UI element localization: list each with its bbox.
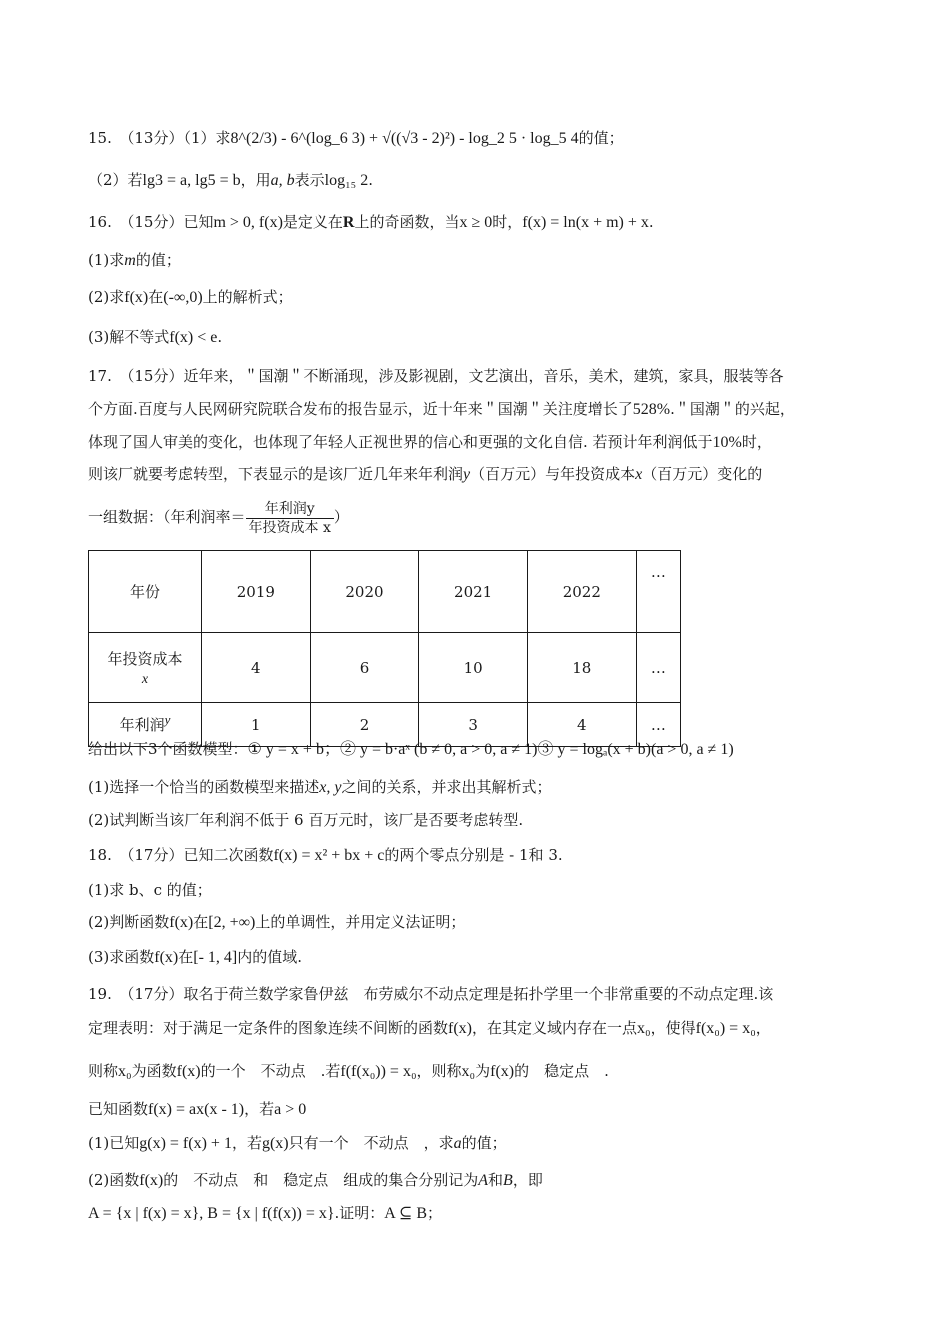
q17-data-table xyxy=(88,550,681,747)
q17-l5a: 一组数据：（年利润率＝ xyxy=(88,508,246,526)
q19-l4b: ，若 xyxy=(244,1100,275,1118)
q19-part1 xyxy=(88,1133,507,1154)
table-cell: 18 xyxy=(527,633,636,703)
q17-part1 xyxy=(88,777,551,798)
table-cell: 4 xyxy=(527,703,636,747)
q17-part2: (2)试判断当该厂年利润不低于 6 百万元时，该厂是否要考虑转型. xyxy=(88,811,524,829)
q19-p1-a: a xyxy=(453,1135,462,1152)
table-cell: 4 xyxy=(202,633,311,703)
q17-model-1: ① y = x + b xyxy=(247,741,324,758)
q16-p2-interval: (-∞,0) xyxy=(163,289,203,306)
q18-part2 xyxy=(88,912,465,933)
q15-p2-end: . xyxy=(368,171,374,189)
q19-l2d: ， xyxy=(755,1019,771,1037)
q19-line4 xyxy=(88,1099,306,1120)
q15-p2-condition: lg3 = a, lg5 = b xyxy=(142,172,241,189)
q15-p2-target: log₁₅ 2 xyxy=(324,172,369,189)
q19-l2a: 定理表明：对于满足一定条件的图象连续不间断的函数 xyxy=(88,1019,449,1037)
q19-p2a: (2)函数 xyxy=(88,1171,140,1189)
q19-set-definitions: A = {x | f(x) = x}, B = {x | f(f(x)) = x} xyxy=(88,1205,335,1222)
q19-l2-eq: f(x₀) = x₀ xyxy=(695,1020,756,1037)
q16-line1 xyxy=(88,212,654,233)
q16-end: . xyxy=(648,213,654,231)
q18-head: 18. （17分）已知二次函数 xyxy=(88,846,274,864)
q19-line3 xyxy=(88,1061,609,1082)
q19-l3-f: f(x) xyxy=(176,1063,201,1080)
table-cell: … xyxy=(636,551,680,633)
q19-l3b: 为函数 xyxy=(131,1062,177,1080)
q16-head: 16. （15分）已知 xyxy=(88,213,214,231)
q17-p1a: (1)选择一个恰当的函数模型来描述 xyxy=(88,778,320,796)
q19-p1d: 的值； xyxy=(461,1134,507,1152)
q16-p2b: 在 xyxy=(148,288,164,306)
q19-line2 xyxy=(88,1018,771,1039)
q16-mid3: 时， xyxy=(492,213,523,231)
table-row-year xyxy=(89,551,681,633)
q19-l3e: 为 xyxy=(475,1062,491,1080)
q18-p3a: (3)求函数 xyxy=(88,948,155,966)
q17-percent-10: 10% xyxy=(712,434,742,451)
q15-p2-head: （2）若 xyxy=(88,171,143,189)
q19-l3a: 则称 xyxy=(88,1062,119,1080)
q16-reals: R xyxy=(342,214,355,231)
q17-var-x: x xyxy=(635,466,643,483)
table-cell: 2019 xyxy=(202,551,311,633)
q17-p1-vars: x, y xyxy=(319,779,342,796)
q17-line3 xyxy=(88,432,772,453)
q19-l4-cond: a > 0 xyxy=(274,1101,307,1118)
table-cell: 6 xyxy=(310,633,419,703)
q17-models xyxy=(88,739,734,760)
table-cell xyxy=(89,633,202,703)
table-cell: 1 xyxy=(202,703,311,747)
q19-l3c: 的一个 不动点 .若 xyxy=(200,1062,341,1080)
q15-expression: 8^(2/3) - 6^(log_6 3) + √((√3 - 2)²) - log_2 5 · log_5 4 xyxy=(230,130,579,147)
q15-p2-mid2: 表示 xyxy=(294,171,325,189)
q16-p2c: 上的解析式； xyxy=(202,288,293,306)
q16-p2a: (2)求 xyxy=(88,288,125,306)
q17-l3b: 时， xyxy=(741,433,772,451)
q17-l4a: 则该厂就要考虑转型，下表显示的是该厂近几年来年利润 xyxy=(88,465,464,483)
q19-p2d: ，即 xyxy=(512,1171,543,1189)
q19-l2-x0: x₀ xyxy=(637,1020,651,1037)
q16-mid2: 上的奇函数，当 xyxy=(354,213,460,231)
table-cell: 2020 xyxy=(310,551,419,633)
q19-l2c: ，使得 xyxy=(650,1019,696,1037)
q19-p1b: ，若 xyxy=(231,1134,262,1152)
q19-l2-f: f(x) xyxy=(448,1020,472,1037)
q18-p3c: 内的值域. xyxy=(237,948,303,966)
q19-p2c: 和 xyxy=(488,1171,504,1189)
q18-tail: 的两个零点分别是 - 1和 3. xyxy=(384,846,563,864)
q18-p2-interval: [2, +∞) xyxy=(208,914,256,931)
q17-line1: 17. （15分）近年来，＂国潮＂不断涌现，涉及影视剧，文艺演出，音乐，美术，建筑，家具，服装等各 xyxy=(88,367,784,385)
q16-condition: m > 0, f(x) xyxy=(213,214,283,231)
q19-l3g: 的 稳定点 . xyxy=(514,1062,609,1080)
q18-p2c: 上的单调性，并用定义法证明； xyxy=(255,913,466,931)
table-cell: 年份 xyxy=(89,551,202,633)
q16-p3a: (3)解不等式 xyxy=(88,328,170,346)
q18-part3 xyxy=(88,947,302,968)
q19-p2b: 的 不动点 和 稳定点 组成的集合分别记为 xyxy=(163,1171,479,1189)
table-cell: 3 xyxy=(419,703,528,747)
row-x-label: 年投资成本 xyxy=(107,649,183,668)
q18-function: f(x) = x² + bx + c xyxy=(273,847,385,864)
q18-part1: (1)求 b、c 的值； xyxy=(88,881,212,899)
q17-l4b: （百万元）与年投资成本 xyxy=(470,465,636,483)
table-cell: 2 xyxy=(310,703,419,747)
q15-p2-mid: ，用 xyxy=(240,171,271,189)
q16-mid: 是定义在 xyxy=(282,213,343,231)
q16-part1 xyxy=(88,250,181,271)
table-cell: … xyxy=(636,633,680,703)
q16-p1a: (1)求 xyxy=(88,251,125,269)
q17-line4 xyxy=(88,464,762,485)
q19-claim: A ⊆ B xyxy=(384,1205,428,1222)
q16-part2 xyxy=(88,287,293,308)
fraction-numerator: 年利润y xyxy=(246,500,334,519)
q16-p3b: . xyxy=(217,328,223,346)
q17-line5 xyxy=(88,498,349,537)
table-cell: 10 xyxy=(419,633,528,703)
row-y-var: y xyxy=(164,712,171,727)
q17-l2a: 个方面.百度与人民网研究院联合发布的报告显示，近十年来＂国潮＂关注度增长了 xyxy=(88,400,633,418)
fraction-denominator: 年投资成本 x xyxy=(248,519,331,536)
q16-p1-m: m xyxy=(124,252,136,269)
q19-p2f2: ； xyxy=(427,1204,443,1222)
q18-p3b: 在 xyxy=(178,948,194,966)
q19-l4-f: f(x) = ax(x - 1) xyxy=(148,1101,245,1118)
q19-p2e: .证明： xyxy=(334,1204,385,1222)
q18-p2b: 在 xyxy=(193,913,209,931)
q19-set-A: A xyxy=(478,1172,489,1189)
q16-p3-inequality: f(x) < e xyxy=(169,329,218,346)
q15-line2 xyxy=(88,170,373,191)
row-y-label: 年利润 xyxy=(119,716,165,734)
q17-l2b: .＂国潮＂的兴起， xyxy=(670,400,795,418)
q17-profit-rate-fraction xyxy=(246,500,334,537)
q19-p1a: (1)已知 xyxy=(88,1134,140,1152)
table-cell: 2021 xyxy=(419,551,528,633)
q17-line2 xyxy=(88,399,795,420)
q17-models-lead: 给出以下3个函数模型： xyxy=(88,740,248,758)
table-cell: … xyxy=(636,703,680,747)
q19-l3-eq: f(f(x₀)) = x₀ xyxy=(340,1063,417,1080)
q19-l3d: ，则称 xyxy=(416,1062,462,1080)
q19-l4a: 已知函数 xyxy=(88,1100,149,1118)
q19-p1c: 只有一个 不动点 ，求 xyxy=(288,1134,454,1152)
q18-p3-interval: [- 1, 4] xyxy=(193,949,238,966)
q17-percent-528: 528% xyxy=(632,401,671,418)
row-x-var: x xyxy=(141,671,149,687)
q18-p2-f: f(x) xyxy=(169,914,194,931)
q18-p2a: (2)判断函数 xyxy=(88,913,170,931)
q17-model-3: ③ y = logₐ(x + b)(a > 0, a ≠ 1) xyxy=(537,741,734,758)
q15-line1 xyxy=(88,128,624,149)
q17-l5b: ） xyxy=(333,508,349,526)
q19-p1-g: g(x) = f(x) + 1 xyxy=(139,1135,232,1152)
q19-p1-g2: g(x) xyxy=(261,1135,289,1152)
q19-l3-x0: x₀ xyxy=(118,1063,132,1080)
q17-var-y: y xyxy=(463,466,471,483)
q19-l2b: ，在其定义域内存在一点 xyxy=(472,1019,638,1037)
q17-l3a: 体现了国人审美的变化，也体现了年轻人正视世界的信心和更强的文化自信. 若预计年利润低于 xyxy=(88,433,713,451)
q19-part2-sets xyxy=(88,1203,442,1224)
q15-head: 15. （13分）（1）求 xyxy=(88,129,231,147)
table-cell: 2022 xyxy=(527,551,636,633)
q17-l4c: （百万元）变化的 xyxy=(642,465,763,483)
q19-set-B: B xyxy=(503,1172,513,1189)
q17-model-2: ；② y = b·aˣ (b ≠ 0, a > 0, a ≠ 1) xyxy=(323,741,538,758)
q16-p1b: 的值； xyxy=(135,251,181,269)
q16-part3 xyxy=(88,327,222,348)
q15-tail: 的值； xyxy=(578,129,624,147)
q18-p3-f: f(x) xyxy=(154,949,179,966)
q19-p2-f: f(x) xyxy=(139,1172,164,1189)
table-row-cost xyxy=(89,633,681,703)
q15-p2-vars: a, b xyxy=(270,172,295,189)
q16-x-condition: x ≥ 0 xyxy=(459,214,493,231)
q16-function: f(x) = ln(x + m) + x xyxy=(522,214,649,231)
q19-l3-x0b: x₀ xyxy=(461,1063,476,1080)
q19-l3-f2: f(x) xyxy=(490,1063,515,1080)
q19-part2 xyxy=(88,1170,543,1191)
q18-line1 xyxy=(88,845,563,866)
q16-p2-f: f(x) xyxy=(124,289,149,306)
q17-p1b: 之间的关系，并求出其解析式； xyxy=(341,778,552,796)
q19-line1: 19. （17分）取名于荷兰数学家鲁伊兹 布劳威尔不动点定理是拓扑学里一个非常重要的不动点定理.该 xyxy=(88,985,774,1003)
